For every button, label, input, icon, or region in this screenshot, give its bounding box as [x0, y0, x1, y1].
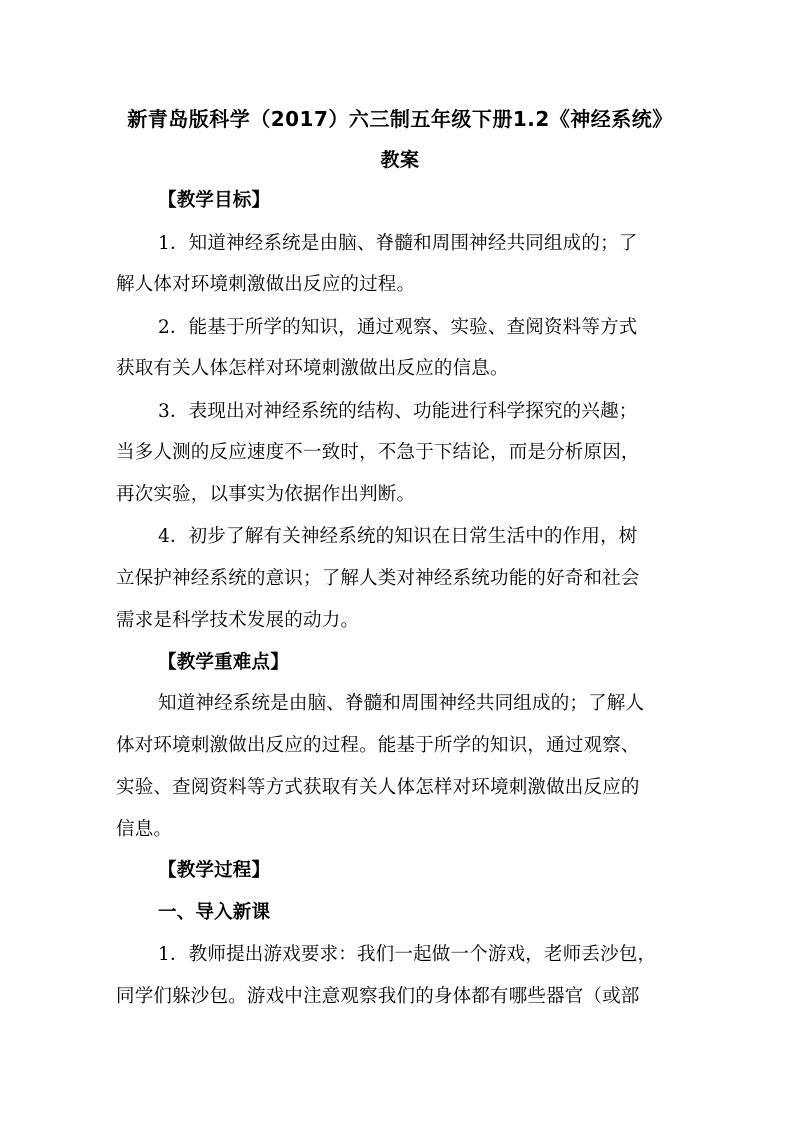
step-1-line-2: 同学们躲沙包。游戏中注意观察我们的身体都有哪些器官（或部 [116, 986, 640, 1007]
objective-1-line-1: 1．知道神经系统是由脑、脊髓和周围神经共同组成的；了 [158, 233, 638, 254]
intro-heading: 一、导入新课 [158, 902, 271, 923]
objective-2-line-2: 获取有关人体怎样对环境刺激做出反应的信息。 [116, 358, 509, 379]
objective-4-line-2: 立保护神经系统的意识；了解人类对神经系统功能的好奇和社会 [116, 568, 640, 589]
keypoints-line-3: 实验、查阅资料等方式获取有关人体怎样对环境刺激做出反应的 [116, 777, 640, 798]
keypoints-line-2: 体对环境刺激做出反应的过程。能基于所学的知识，通过观察、 [116, 735, 640, 756]
process-heading: 【教学过程】 [158, 860, 271, 881]
objective-4-line-1: 4．初步了解有关神经系统的知识在日常生活中的作用，树 [158, 526, 638, 547]
document-subtitle: 教案 [380, 149, 420, 171]
keypoints-line-4: 信息。 [116, 819, 173, 840]
document-title: 新青岛版科学（2017）六三制五年级下册1.2《神经系统》 [127, 107, 673, 131]
objective-3-line-3: 再次实验，以事实为依据作出判断。 [116, 484, 416, 505]
objective-3-line-1: 3．表现出对神经系统的结构、功能进行科学探究的兴趣； [158, 401, 638, 422]
objective-4-line-3: 需求是科学技术发展的动力。 [116, 610, 360, 631]
objectives-heading: 【教学目标】 [158, 190, 271, 211]
objective-2-line-1: 2．能基于所学的知识，通过观察、实验、查阅资料等方式 [158, 317, 638, 338]
keypoints-line-1: 知道神经系统是由脑、脊髓和周围神经共同组成的；了解人 [158, 693, 645, 714]
step-1-line-1: 1．教师提出游戏要求：我们一起做一个游戏，老师丢沙包， [158, 944, 657, 965]
objective-3-line-2: 当多人测的反应速度不一致时，不急于下结论，而是分析原因， [116, 442, 640, 463]
keypoints-heading: 【教学重难点】 [158, 652, 289, 673]
objective-1-line-2: 解人体对环境刺激做出反应的过程。 [116, 274, 416, 295]
